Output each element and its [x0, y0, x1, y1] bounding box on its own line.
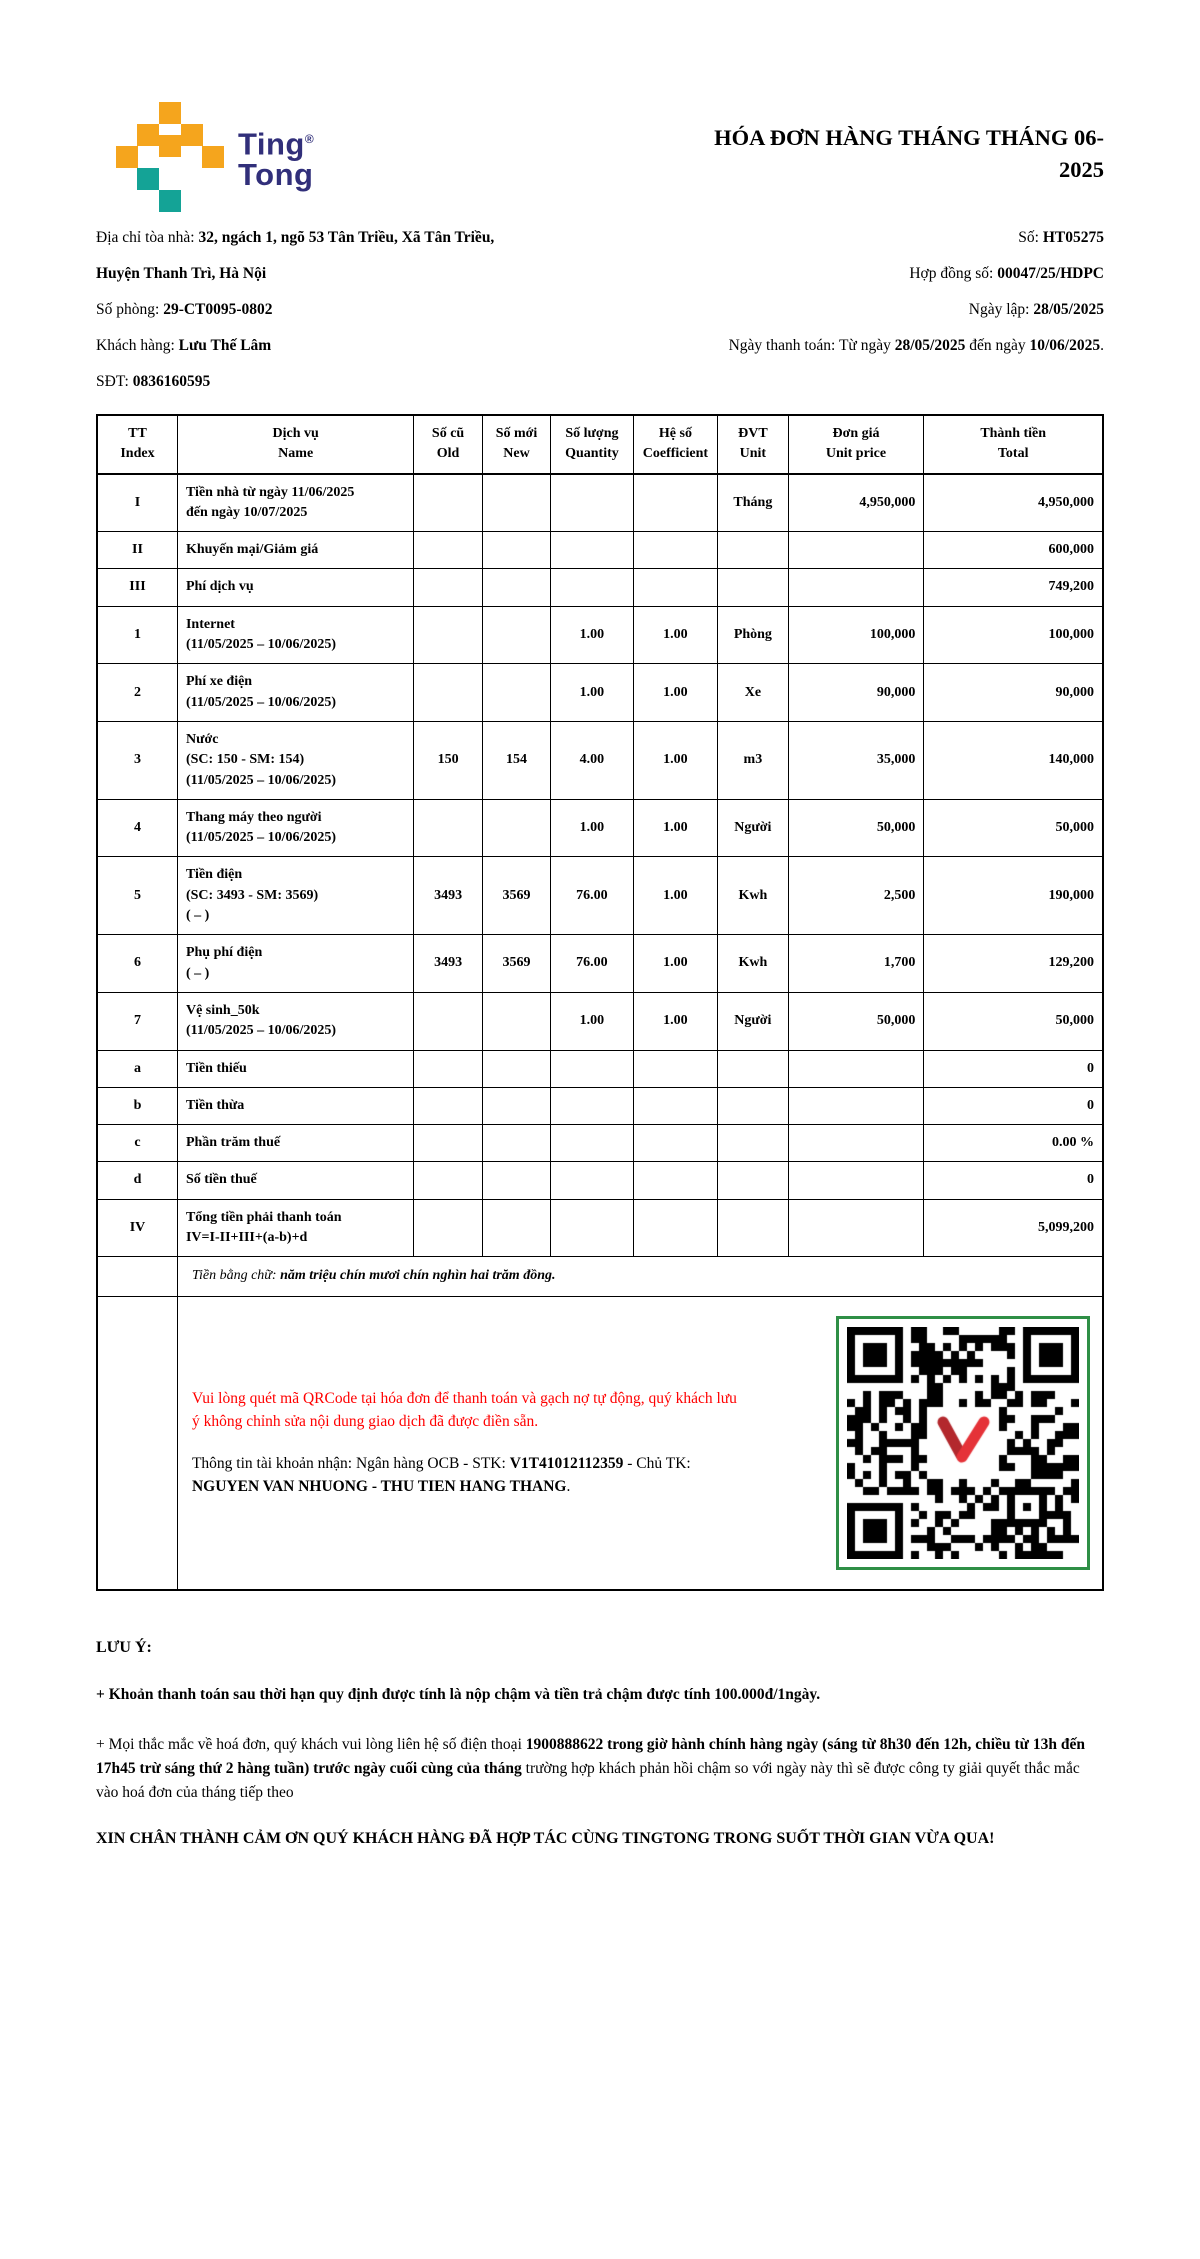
cell-index: III — [97, 569, 177, 606]
cell-service-name — [177, 1050, 413, 1087]
cell-index: II — [97, 532, 177, 569]
brand-wordmark — [238, 124, 315, 192]
service-name-line: (11/05/2025 – 10/06/2025) — [185, 637, 337, 653]
cell-new-reading: 3569 — [482, 857, 550, 935]
text-segment: Hợp đồng số: — [909, 265, 998, 282]
cell-quantity: 1.00 — [551, 606, 633, 664]
cell-unit-price — [788, 1050, 924, 1087]
cell-unit: Kwh — [718, 935, 788, 993]
service-name-line: Nước — [185, 731, 219, 747]
cell-service-name — [177, 721, 413, 799]
cell-quantity: 76.00 — [551, 935, 633, 993]
invoice-row-I — [97, 474, 1103, 532]
cell-total: 749,200 — [924, 569, 1103, 606]
text-segment: 28/05/2025 — [894, 337, 966, 354]
cell-coefficient: 1.00 — [633, 935, 718, 993]
cell-quantity — [551, 1125, 633, 1162]
brand-line-1 — [238, 124, 315, 162]
column-header — [924, 415, 1103, 474]
hotline-note — [96, 1733, 1104, 1805]
cell-old-reading — [414, 992, 482, 1050]
amount-in-words-row — [97, 1257, 1103, 1296]
cell-unit — [718, 1199, 788, 1257]
service-name-line: Tiền điện — [185, 867, 243, 883]
cell-index: 4 — [97, 799, 177, 857]
column-header-en: Unit price — [825, 446, 887, 462]
cell-quantity: 1.00 — [551, 799, 633, 857]
cell-unit — [718, 1125, 788, 1162]
header-row — [97, 415, 1103, 474]
service-name-line: Phần trăm thuế — [185, 1135, 281, 1151]
text-segment: . — [1100, 337, 1104, 354]
invoice-title-line1: HÓA ĐƠN HÀNG THÁNG THÁNG 06- — [714, 125, 1104, 150]
cell-coefficient: 1.00 — [633, 606, 718, 664]
text-segment: Huyện Thanh Trì, Hà Nội — [96, 265, 267, 282]
service-name-line: Internet — [185, 616, 235, 632]
column-header-en: Index — [120, 446, 155, 462]
cell-unit-price: 4,950,000 — [788, 474, 924, 532]
tingtong-logo-icon — [116, 102, 224, 212]
invoice-row-III — [97, 569, 1103, 606]
service-name-line: (11/05/2025 – 10/06/2025) — [185, 694, 337, 710]
cell-index: 3 — [97, 721, 177, 799]
cell-new-reading — [482, 1125, 550, 1162]
cell-index: b — [97, 1087, 177, 1124]
cell-total: 129,200 — [924, 935, 1103, 993]
cell-quantity — [551, 1087, 633, 1124]
logo-pixel — [202, 146, 224, 168]
text-segment: Ngày lập: — [968, 301, 1034, 318]
cell-quantity — [551, 532, 633, 569]
cell-service-name — [177, 606, 413, 664]
text-segment: V1T41012112359 — [509, 1454, 624, 1472]
text-segment: + Mọi thắc mắc về hoá đơn, quý khách vui lòng liên hệ số điện thoại — [96, 1735, 526, 1753]
invoice-meta — [96, 220, 1104, 400]
cell-index: 2 — [97, 664, 177, 722]
cell-total: 190,000 — [924, 857, 1103, 935]
cell-quantity — [551, 569, 633, 606]
service-name-line: (11/05/2025 – 10/06/2025) — [185, 772, 337, 788]
qr-code-frame — [836, 1316, 1090, 1570]
service-name-line: ( – ) — [185, 908, 210, 924]
logo-pixel — [159, 135, 181, 157]
cell-total: 140,000 — [924, 721, 1103, 799]
cell-service-name — [177, 532, 413, 569]
cell-service-name — [177, 1087, 413, 1124]
column-header — [482, 415, 550, 474]
service-name-line: (SC: 3493 - SM: 3569) — [185, 887, 319, 903]
invoice-table — [96, 414, 1104, 1591]
column-header — [551, 415, 633, 474]
cell-index: 7 — [97, 992, 177, 1050]
cell-unit — [718, 1050, 788, 1087]
cell-old-reading — [414, 799, 482, 857]
cell-new-reading: 154 — [482, 721, 550, 799]
column-header-vi: Thành tiền — [980, 426, 1047, 441]
cell-new-reading — [482, 569, 550, 606]
column-header-en: Unit — [739, 446, 767, 462]
qr-code-icon — [847, 1327, 1079, 1559]
cell-unit-price — [788, 1087, 924, 1124]
invoice-header — [96, 102, 1104, 212]
cell-new-reading — [482, 474, 550, 532]
qr-payment-block — [178, 1297, 1102, 1589]
brand-ting: Ting — [238, 126, 305, 162]
cell-coefficient: 1.00 — [633, 721, 718, 799]
cell-unit-price — [788, 1199, 924, 1257]
logo-pixel — [116, 146, 138, 168]
cell-total: 0 — [924, 1087, 1103, 1124]
cell-index: a — [97, 1050, 177, 1087]
cell-unit-price: 35,000 — [788, 721, 924, 799]
cell-unit-price — [788, 532, 924, 569]
invoice-number — [650, 220, 1104, 256]
cell-coefficient — [633, 1087, 718, 1124]
payment-period — [650, 328, 1104, 364]
invoice-row-6 — [97, 935, 1103, 993]
invoice-row-3 — [97, 721, 1103, 799]
cell-quantity — [551, 474, 633, 532]
cell-coefficient: 1.00 — [633, 857, 718, 935]
invoice-row-a — [97, 1050, 1103, 1087]
customer-phone — [96, 364, 650, 400]
cell-unit: Người — [718, 992, 788, 1050]
service-name-line: Tiền nhà từ ngày 11/06/2025 — [185, 484, 355, 500]
cell-unit — [718, 1087, 788, 1124]
bank-account-info — [192, 1452, 746, 1499]
text-segment: Ngày thanh toán: Từ ngày — [728, 337, 895, 354]
amount-in-words-value: năm triệu chín mươi chín nghìn hai trăm đồng. — [280, 1268, 556, 1284]
text-segment: 32, ngách 1, ngõ 53 Tân Triều, Xã Tân Triều, — [198, 229, 495, 246]
cell-unit — [718, 569, 788, 606]
notes-heading: LƯU Ý: — [96, 1638, 152, 1656]
text-segment: đến ngày — [965, 337, 1030, 354]
cell-old-reading — [414, 1162, 482, 1199]
cell-service-name — [177, 992, 413, 1050]
cell-new-reading — [482, 1162, 550, 1199]
cell-new-reading — [482, 799, 550, 857]
logo-pixel — [159, 102, 181, 124]
customer-name — [96, 328, 650, 364]
invoice-row-II — [97, 532, 1103, 569]
cell-coefficient — [633, 1162, 718, 1199]
service-name-line: đến ngày 10/07/2025 — [185, 504, 308, 520]
building-address-line1 — [96, 220, 650, 256]
cell-service-name — [177, 857, 413, 935]
cell-old-reading — [414, 664, 482, 722]
brand-tong: Tong — [238, 156, 314, 192]
cell-total: 90,000 — [924, 664, 1103, 722]
invoice-ids — [650, 220, 1104, 400]
column-header-en: Coefficient — [642, 446, 709, 462]
cell-service-name — [177, 935, 413, 993]
cell-index: I — [97, 474, 177, 532]
text-segment: trước ngày cuối cùng của tháng — [313, 1759, 522, 1777]
cell-unit: Kwh — [718, 857, 788, 935]
cell-total: 600,000 — [924, 532, 1103, 569]
text-segment: Địa chỉ tòa nhà: — [96, 229, 199, 246]
cell-old-reading: 3493 — [414, 935, 482, 993]
cell-new-reading — [482, 664, 550, 722]
cell-old-reading — [414, 532, 482, 569]
text-segment: 29-CT0095-0802 — [163, 301, 273, 318]
cell-quantity — [551, 1162, 633, 1199]
cell-coefficient — [633, 1125, 718, 1162]
cell-unit-price — [788, 1125, 924, 1162]
invoice-content — [96, 0, 1104, 1851]
service-name-line: Tiền thiếu — [185, 1060, 247, 1076]
cell-service-name — [177, 474, 413, 532]
cell-index: d — [97, 1162, 177, 1199]
column-header-vi: Dịch vụ — [272, 426, 319, 441]
cell-new-reading — [482, 1087, 550, 1124]
cell-total: 0 — [924, 1162, 1103, 1199]
text-segment: Lưu Thế Lâm — [178, 337, 272, 354]
cell-index: 6 — [97, 935, 177, 993]
logo-pixel — [159, 190, 181, 212]
amount-in-words-label: Tiền bằng chữ: — [191, 1268, 281, 1284]
cell-service-name — [177, 1125, 413, 1162]
qr-instructions — [178, 1371, 756, 1514]
service-name-line: Tiền thừa — [185, 1097, 245, 1113]
column-header — [633, 415, 718, 474]
cell-quantity — [551, 1199, 633, 1257]
cell-index: 1 — [97, 606, 177, 664]
cell-new-reading — [482, 992, 550, 1050]
issue-date — [650, 292, 1104, 328]
cell-quantity: 1.00 — [551, 992, 633, 1050]
text-segment: Số: — [1018, 229, 1043, 246]
thank-you-note: XIN CHÂN THÀNH CẢM ƠN QUÝ KHÁCH HÀNG ĐÃ HỢP TÁC CÙNG TINGTONG TRONG SUỐT THỜI GIAN VỪA QUA! — [96, 1829, 995, 1847]
cell-coefficient — [633, 569, 718, 606]
invoice-title — [604, 122, 1104, 185]
late-payment-note — [96, 1683, 1104, 1707]
text-segment: HT05275 — [1042, 229, 1104, 246]
text-segment: 28/05/2025 — [1033, 301, 1104, 318]
cell-coefficient — [633, 532, 718, 569]
service-name-line: Phí dịch vụ — [185, 579, 254, 595]
cell-unit-price: 50,000 — [788, 992, 924, 1050]
column-header-en: Old — [436, 446, 460, 462]
cell-empty — [97, 1296, 177, 1590]
cell-index: c — [97, 1125, 177, 1162]
service-name-line: ( – ) — [185, 965, 210, 981]
qr-payment-row — [97, 1296, 1103, 1590]
invoice-row-2 — [97, 664, 1103, 722]
cell-index: 5 — [97, 857, 177, 935]
column-header-en: Quantity — [565, 446, 619, 462]
cell-old-reading — [414, 474, 482, 532]
logo-pixel — [137, 124, 159, 146]
service-name-line: IV=I-II+III+(a-b)+d — [185, 1230, 308, 1246]
cell-unit-price: 1,700 — [788, 935, 924, 993]
cell-unit — [718, 532, 788, 569]
invoice-table-header — [97, 415, 1103, 474]
cell-coefficient: 1.00 — [633, 799, 718, 857]
text-segment: Khách hàng: — [96, 337, 179, 354]
column-header-vi: ĐVT — [738, 426, 768, 441]
column-header-en: Name — [278, 446, 314, 462]
cell-old-reading — [414, 1050, 482, 1087]
cell-quantity: 76.00 — [551, 857, 633, 935]
contract-number — [650, 256, 1104, 292]
invoice-row-7 — [97, 992, 1103, 1050]
service-name-line: Số tiền thuế — [185, 1172, 257, 1188]
cell-coefficient: 1.00 — [633, 664, 718, 722]
text-segment: trường hợp khách phản hồi chậm so với ngày này thì sẽ được công ty giải quyết thắc mắc vào hoá đơn của tháng tiếp theo — [96, 1759, 1080, 1801]
cell-total: 100,000 — [924, 606, 1103, 664]
invoice-row-c — [97, 1125, 1103, 1162]
cell-old-reading — [414, 569, 482, 606]
cell-index: IV — [97, 1199, 177, 1257]
invoice-row-b — [97, 1087, 1103, 1124]
qr-notice-red: Vui lòng quét mã QRCode tại hóa đơn để thanh toán và gạch nợ tự động, quý khách lưu ý không chỉnh sửa nội dung giao dịch đã được điền sẵn. — [191, 1390, 737, 1431]
cell-service-name — [177, 1199, 413, 1257]
column-header-vi: Số lượng — [565, 426, 619, 441]
cell-new-reading — [482, 1050, 550, 1087]
text-segment: 10/06/2025 — [1029, 337, 1101, 354]
cell-unit-price: 90,000 — [788, 664, 924, 722]
cell-new-reading: 3569 — [482, 935, 550, 993]
amount-in-words — [177, 1257, 1103, 1296]
logo-pixel — [181, 124, 203, 146]
cell-coefficient — [633, 1199, 718, 1257]
cell-total: 0.00 % — [924, 1125, 1103, 1162]
cell-unit-price: 2,500 — [788, 857, 924, 935]
cell-old-reading — [414, 1087, 482, 1124]
service-name-line: Phí xe điện — [185, 674, 253, 690]
service-name-line: (SC: 150 - SM: 154) — [185, 752, 305, 768]
cell-total: 4,950,000 — [924, 474, 1103, 532]
service-name-line: Tổng tiền phải thanh toán — [185, 1209, 342, 1225]
invoice-footer — [96, 1639, 1104, 1852]
invoice-row-1 — [97, 606, 1103, 664]
cell-empty — [97, 1257, 177, 1296]
text-segment: Số phòng: — [96, 301, 164, 318]
cell-service-name — [177, 799, 413, 857]
cell-coefficient — [633, 1050, 718, 1087]
invoice-row-4 — [97, 799, 1103, 857]
text-segment: NGUYEN VAN NHUONG - THU TIEN HANG THANG — [191, 1477, 567, 1495]
invoice-row-IV — [97, 1199, 1103, 1257]
service-name-line: Thang máy theo người — [185, 809, 322, 825]
text-segment: + Khoản thanh toán sau thời hạn quy định được tính là nộp chậm và tiền trả chậm được tính 100.000đ/1ngày. — [96, 1685, 821, 1703]
cell-old-reading — [414, 1125, 482, 1162]
service-name-line: (11/05/2025 – 10/06/2025) — [185, 1023, 337, 1039]
customer-info — [96, 220, 650, 400]
cell-quantity — [551, 1050, 633, 1087]
cell-total: 50,000 — [924, 799, 1103, 857]
registered-mark: ® — [304, 132, 315, 147]
text-segment: - Chủ TK: — [623, 1454, 691, 1472]
cell-new-reading — [482, 1199, 550, 1257]
room-number — [96, 292, 650, 328]
cell-unit: Tháng — [718, 474, 788, 532]
cell-new-reading — [482, 532, 550, 569]
cell-new-reading — [482, 606, 550, 664]
cell-unit: Phòng — [718, 606, 788, 664]
qr-payment-cell — [177, 1296, 1103, 1590]
logo-pixel — [137, 168, 159, 190]
cell-old-reading — [414, 1199, 482, 1257]
brand-line-2 — [238, 156, 314, 192]
service-name-line: Vệ sinh_50k — [185, 1002, 260, 1018]
tingtong-logo — [116, 102, 314, 212]
column-header-vi: TT — [128, 426, 147, 441]
cell-old-reading — [414, 606, 482, 664]
invoice-row-d — [97, 1162, 1103, 1199]
cell-unit-price — [788, 1162, 924, 1199]
service-name-line: Phụ phí điện — [185, 945, 263, 961]
cell-old-reading: 150 — [414, 721, 482, 799]
cell-coefficient — [633, 474, 718, 532]
column-header-en: Total — [997, 446, 1029, 462]
text-segment: SĐT: — [96, 373, 133, 390]
building-address-line2 — [96, 256, 650, 292]
cell-unit: Xe — [718, 664, 788, 722]
column-header-vi: Đơn giá — [832, 426, 880, 441]
cell-unit-price — [788, 569, 924, 606]
text-segment: 00047/25/HDPC — [997, 265, 1104, 282]
service-name-line: (11/05/2025 – 10/06/2025) — [185, 830, 337, 846]
invoice-title-line2: 2025 — [1059, 156, 1104, 182]
cell-service-name — [177, 569, 413, 606]
cell-old-reading: 3493 — [414, 857, 482, 935]
cell-total: 50,000 — [924, 992, 1103, 1050]
invoice-row-5 — [97, 857, 1103, 935]
cell-unit: Người — [718, 799, 788, 857]
column-header — [414, 415, 482, 474]
text-segment: 1900888622 trong giờ hành chính hàng ngày (sáng từ 8h30 đến 12h, chiều từ 13h đến 17h45 trừ sáng thứ 2 hàng tuần) — [96, 1735, 1085, 1777]
column-header — [788, 415, 924, 474]
column-header — [177, 415, 413, 474]
cell-service-name — [177, 664, 413, 722]
cell-unit: m3 — [718, 721, 788, 799]
cell-unit — [718, 1162, 788, 1199]
cell-total: 0 — [924, 1050, 1103, 1087]
text-segment: 0836160595 — [132, 373, 211, 390]
cell-total: 5,099,200 — [924, 1199, 1103, 1257]
column-header — [97, 415, 177, 474]
column-header-vi: Số mới — [495, 426, 538, 441]
cell-service-name — [177, 1162, 413, 1199]
text-segment: . — [566, 1477, 571, 1495]
invoice-table-body — [97, 474, 1103, 1590]
cell-quantity: 1.00 — [551, 664, 633, 722]
column-header-vi: Số cũ — [431, 426, 465, 441]
cell-quantity: 4.00 — [551, 721, 633, 799]
column-header-en: New — [503, 446, 530, 462]
cell-unit-price: 50,000 — [788, 799, 924, 857]
text-segment: Thông tin tài khoản nhận: Ngân hàng OCB - STK: — [191, 1454, 510, 1472]
service-name-line: Khuyến mại/Giảm giá — [185, 542, 319, 558]
cell-unit-price: 100,000 — [788, 606, 924, 664]
column-header-vi: Hệ số — [658, 426, 692, 441]
column-header — [718, 415, 788, 474]
cell-coefficient: 1.00 — [633, 992, 718, 1050]
